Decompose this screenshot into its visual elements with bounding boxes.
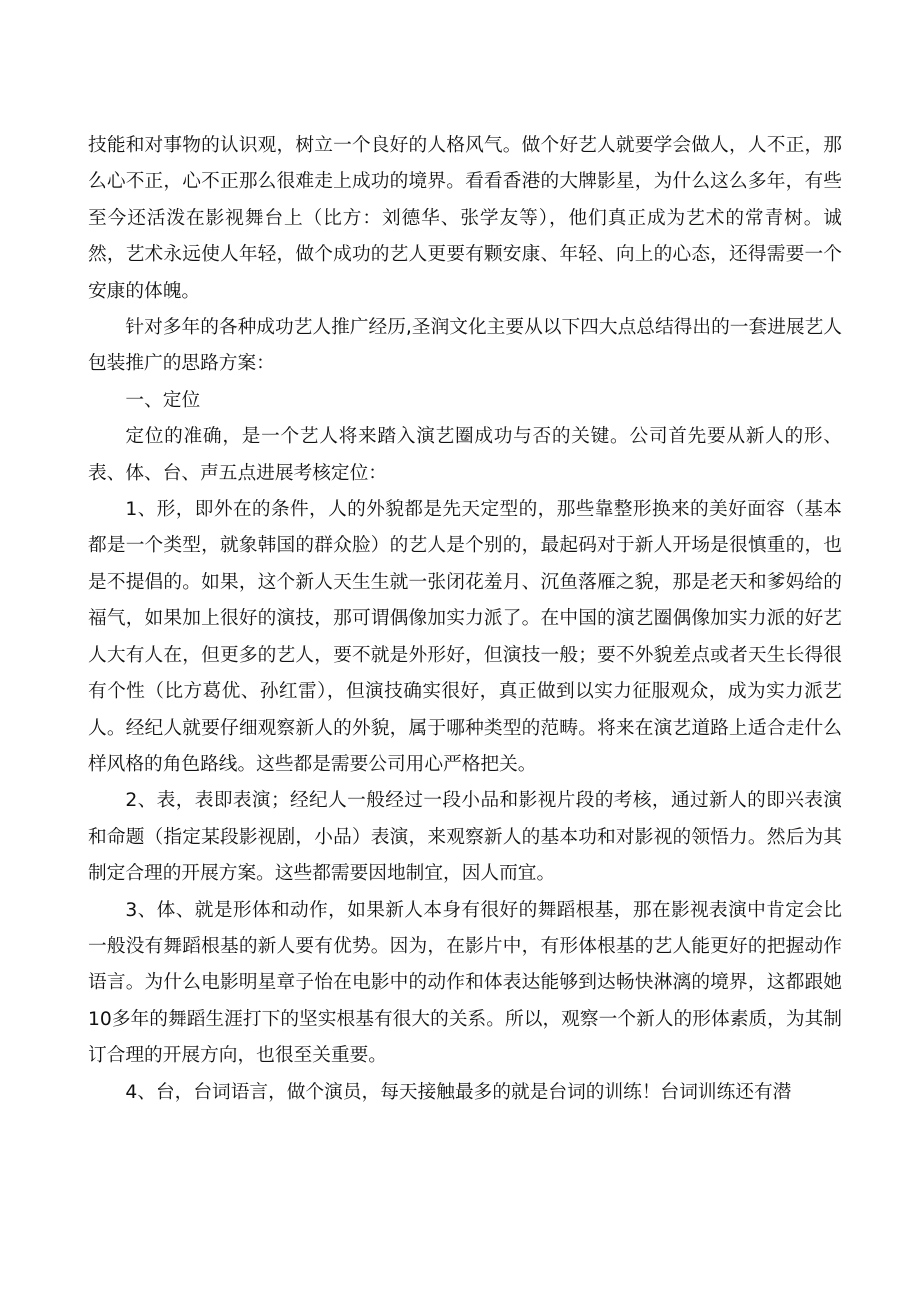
paragraph-4: 1、形，即外在的条件，人的外貌都是先天定型的，那些靠整形换来的美好面容（基本都是一个类型，就象韩国的群众脸）的艺人是个别的，最起码对于新人开场是很慎重的，也是不提倡的。如果，这个新人天生生就一张闭花羞月、沉鱼落雁之貌，那是老天和爹妈给的福气，如果加上很好的演技，那可谓偶像加实力派了。在中国的演艺圈偶像加实力派的好艺人大有人在，但更多的艺人，要不就是外形好，但演技一般；要不外貌差点或者天生长得很有个性（比方葛优、孙红雷），但演技确实很好，真正做到以实力征服观众，成为实力派艺人。经纪人就要仔细观察新人的外貌，属于哪种类型的范畴。将来在演艺道路上适合走什么样风格的角色路线。这些都是需要公司用心严格把关。 bbox=[88, 499, 842, 775]
section-heading-positioning: 一、定位 bbox=[125, 389, 201, 411]
paragraph-2: 针对多年的各种成功艺人推广经历,圣润文化主要从以下四大点总结得出的一套进展艺人包装推广的思路方案： bbox=[88, 317, 842, 375]
paragraph-6: 3、体、就是形体和动作，如果新人本身有很好的舞蹈根基，那在影视表演中肯定会比一般没有舞蹈根基的新人要有优势。因为，在影片中，有形体根基的艺人能更好的把握动作语言。为什么电影明星章子怡在电影中的动作和体表达能够到达畅快淋漓的境界，这都跟她10多年的舞蹈生涯打下的坚实根基有很大的关系。所以，观察一个新人的形体素质，为其制订合理的开展方向，也很至关重要。 bbox=[88, 899, 842, 1067]
paragraph-3: 定位的准确，是一个艺人将来踏入演艺圈成功与否的关键。公司首先要从新人的形、表、体、台、声五点进展考核定位： bbox=[88, 426, 842, 484]
paragraph-1: 技能和对事物的认识观，树立一个良好的人格风气。做个好艺人就要学会做人，人不正，那么心不正，心不正那么很难走上成功的境界。看看香港的大牌影星，为什么这么多年，有些至今还活泼在影视舞台上（比方：刘德华、张学友等），他们真正成为艺术的常青树。诚然，艺术永远使人年轻，做个成功的艺人更要有颗安康、年轻、向上的心态，还得需要一个安康的体魄。 bbox=[88, 135, 842, 302]
paragraph-7: 4、台，台词语言，做个演员，每天接触最多的就是台词的训练！台词训练还有潜 bbox=[125, 1081, 792, 1103]
paragraph-5: 2、表，表即表演；经纪人一般经过一段小品和影视片段的考核，通过新人的即兴表演和命题（指定某段影视剧，小品）表演，来观察新人的基本功和对影视的领悟力。然后为其制定合理的开展方案。这些都需要因地制宜，因人而宜。 bbox=[88, 790, 842, 885]
